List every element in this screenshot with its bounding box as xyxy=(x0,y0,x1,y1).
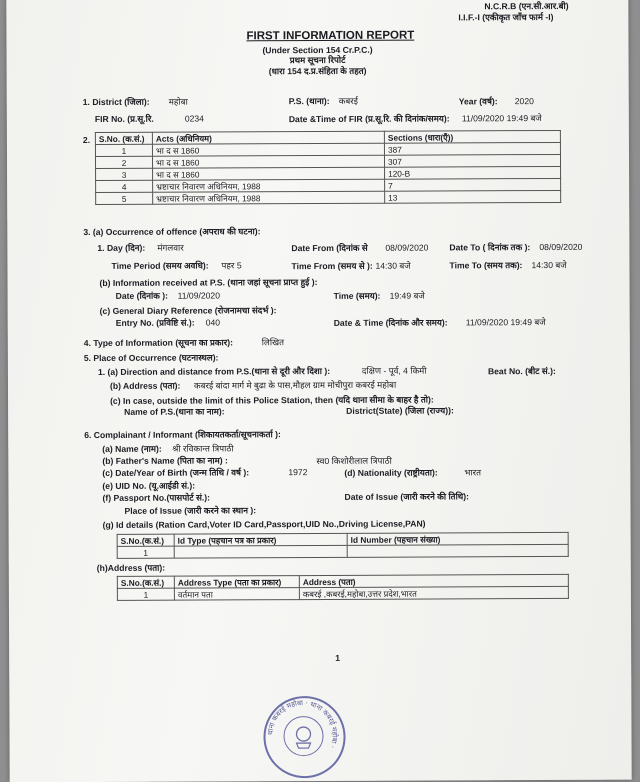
table-row xyxy=(117,586,568,600)
entry-no-label: Entry No. (प्रविष्टि सं.): xyxy=(115,317,195,328)
addr-value: कबरई ,कबरई,महोबा,उत्तर प्रदेश,भारत xyxy=(299,586,568,599)
complainant-heading: 6. Complainant / Informant (शिकायतकर्ता/सूचनाकर्ता ): xyxy=(84,429,281,441)
acts-sno: 3 xyxy=(96,168,153,180)
name-label: (a) Name (नाम): xyxy=(102,443,162,454)
address-heading: (h)Address (पता): xyxy=(96,562,166,573)
emblem-icon xyxy=(284,717,322,755)
stamp-emblem xyxy=(283,716,323,756)
general-diary-label: (c) General Diary Reference (रोजनामचा संदर्भ ): xyxy=(99,305,277,316)
acts-sno: 2 xyxy=(95,156,152,168)
district-label: 1. District (जिला): xyxy=(82,96,150,108)
acts-header-sections: Sections (धारा(एँ)) xyxy=(384,130,560,143)
uid-label: (e) UID No. (यू.आईडी सं.): xyxy=(102,480,196,491)
info-type-label: 4. Type of Information (सूचना का प्रकार): xyxy=(83,337,234,349)
acts-section: 120-B xyxy=(385,166,561,179)
acts-section: 13 xyxy=(385,190,561,203)
id-header-sno: S.No.(क.सं.) xyxy=(117,534,174,546)
district-value: महोबा xyxy=(168,96,188,107)
acts-act: भा द स 1860 xyxy=(153,167,385,180)
beat-no-label: Beat No. (बीट सं.): xyxy=(487,365,556,377)
fir-document-page xyxy=(6,0,631,782)
document-title: FIRST INFORMATION REPORT xyxy=(246,29,415,43)
fir-datetime-value: 11/09/2020 19:49 बजे xyxy=(461,113,542,124)
time-to-value: 14:30 बजे xyxy=(531,259,567,271)
id-details-heading: (g) Id details (Ration Card,Voter ID Card,Passport,UID No.,Driving License,PAN) xyxy=(102,518,426,530)
addr-sno: 1 xyxy=(117,588,174,600)
acts-section-number: 2. xyxy=(82,134,91,146)
under-section-text: (Under Section 154 Cr.P.C.) xyxy=(262,44,373,56)
acts-act: भ्रष्टाचार निवारण अधिनियम, 1988 xyxy=(153,191,385,204)
iif-label: I.I.F.-I (एकीकृत जाँच फार्म -I) xyxy=(458,11,554,23)
id-sno: 1 xyxy=(117,546,174,558)
passport-label: (f) Passport No.(पासपोर्ट सं.): xyxy=(102,492,211,503)
ncrb-label: N.C.R.B (एन.सी.आर.बी) xyxy=(484,0,569,12)
id-type xyxy=(174,545,347,558)
table-row xyxy=(96,190,561,204)
dob-label: (c) Date/Year of Birth (जन्म तिथि / वर्ष ): xyxy=(102,467,250,478)
info-date-value: 11/09/2020 xyxy=(177,290,220,301)
nationality-label: (d) Nationality (राष्ट्रीयता): xyxy=(344,467,438,478)
id-number xyxy=(347,544,568,557)
info-date-label: Date (दिनांक ): xyxy=(115,290,168,301)
other-district-label: District(State) (जिला (राज्य)): xyxy=(346,405,454,416)
acts-header-acts: Acts (अधिनियम) xyxy=(152,131,384,144)
addr-header-type: Address Type (पता का प्रकार) xyxy=(174,576,299,589)
fir-no-value: 0234 xyxy=(184,113,204,124)
id-header-number: Id Number (पहचान संख्या) xyxy=(347,532,568,545)
acts-act: भ्रष्टाचार निवारण अधिनियम, 1988 xyxy=(153,179,385,192)
direction-label: 1. (a) Direction and distance from P.S.(थाना से दूरी और दिशा ): xyxy=(97,365,331,377)
address-table xyxy=(117,574,569,601)
address-value: कबरई बांदा मार्ग मे बुढा के पास,मौहल ग्राम मोचीपुरा कबरई महोबा xyxy=(193,379,397,391)
time-from-label: Time From (समय से ): xyxy=(291,260,373,272)
info-received-label: (b) Information received at P.S. (थाना जहां सूचना प्राप्त हुई ): xyxy=(99,277,318,288)
page-number: 1 xyxy=(335,652,340,663)
time-period-label: Time Period (समय अवधि): xyxy=(111,260,209,271)
entry-datetime-label: Date & Time (दिनांक और समय): xyxy=(333,317,448,328)
place-heading: 5. Place of Occurrence (घटनास्थल): xyxy=(83,352,219,364)
date-from-label: Date From (दिनांक से xyxy=(291,242,368,254)
info-time-value: 19:49 बजे xyxy=(389,290,425,301)
table-row xyxy=(117,544,568,558)
info-type-value: लिखित xyxy=(261,337,285,348)
time-period-value: पहर 5 xyxy=(221,260,242,271)
svg-text:थाना कबरई महोबा · थाना कबरई मह: थाना कबरई महोबा · थाना कबरई महोबा · xyxy=(266,698,339,750)
hindi-title: प्रथम सूचना रिपोर्ट xyxy=(289,54,346,66)
acts-section: 307 xyxy=(384,154,560,167)
name-value: श्री रविकान्त त्रिपाठी xyxy=(172,443,234,454)
acts-sno: 5 xyxy=(96,192,153,204)
outside-limit-label: (c) In case, outside the limit of this Police Station, then (यदि थाना सीमा के बाहर है तो): xyxy=(110,394,434,406)
info-time-label: Time (समय): xyxy=(333,290,381,301)
acts-header-sno: S.No. (क.सं.) xyxy=(95,132,152,144)
time-to-label: Time To (समय तक): xyxy=(449,260,523,271)
date-to-value: 08/09/2020 xyxy=(539,241,583,253)
year-value: 2020 xyxy=(514,96,534,107)
acts-sno: 1 xyxy=(95,144,152,156)
direction-value: दक्षिण - पूर्व, 4 किमी xyxy=(361,365,427,376)
id-header-type: Id Type (पहचान पत्र का प्रकार) xyxy=(174,533,347,546)
date-to-label: Date To ( दिनांक तक ): xyxy=(449,242,531,253)
nationality-value: भारत xyxy=(464,467,482,478)
acts-section: 387 xyxy=(384,142,560,155)
address-label: (b) Address (पता): xyxy=(109,380,181,391)
hindi-section-text: (धारा 154 द.प्र.संहिता के तहत) xyxy=(268,65,367,77)
id-details-table xyxy=(117,532,569,559)
addr-type: वर्तमान पता xyxy=(174,588,299,601)
other-ps-name-label: Name of P.S.(थाना का नाम): xyxy=(124,406,225,417)
police-station-label: P.S. (थाना): xyxy=(288,95,330,107)
acts-table xyxy=(95,130,561,205)
entry-datetime-value: 11/09/2020 19:49 बजे xyxy=(465,317,546,328)
day-label: 1. Day (दिन): xyxy=(97,242,146,253)
occurrence-heading: 3. (a) Occurrence of offence (अपराध की घटना): xyxy=(83,226,261,238)
fir-datetime-label: Date &Time of FIR (प्र.सू.रि. की दिनांक/समय): xyxy=(288,113,450,125)
police-station-stamp xyxy=(263,696,345,778)
addr-header-address: Address (पता) xyxy=(299,574,568,587)
father-name-value: स्व0 किशोरीलाल त्रिपाठी xyxy=(316,455,392,467)
police-station-value: कबरई xyxy=(338,95,359,106)
dob-value: 1972 xyxy=(288,467,308,478)
addr-header-sno: S.No.(क.सं.) xyxy=(117,576,174,588)
acts-act: भा द स 1860 xyxy=(152,155,384,168)
fir-no-label: FIR No. (प्र.सू.रि. xyxy=(94,113,154,124)
year-label: Year (वर्ष): xyxy=(458,96,498,107)
issue-date-label: Date of Issue (जारी करने की तिथि): xyxy=(344,491,470,502)
entry-no-value: 040 xyxy=(205,317,221,328)
issue-place-label: Place of Issue (जारी करने का स्थान ): xyxy=(124,505,257,516)
acts-act: भा द स 1860 xyxy=(152,143,384,156)
time-from-value: 14:30 बजे xyxy=(375,260,411,271)
acts-sno: 4 xyxy=(96,180,153,192)
acts-section: 7 xyxy=(385,178,561,191)
day-value: मंगलवार xyxy=(157,242,184,253)
father-name-label: (b) Father's Name (पिता का नाम) : xyxy=(102,455,228,466)
date-from-value: 08/09/2020 xyxy=(385,242,429,253)
